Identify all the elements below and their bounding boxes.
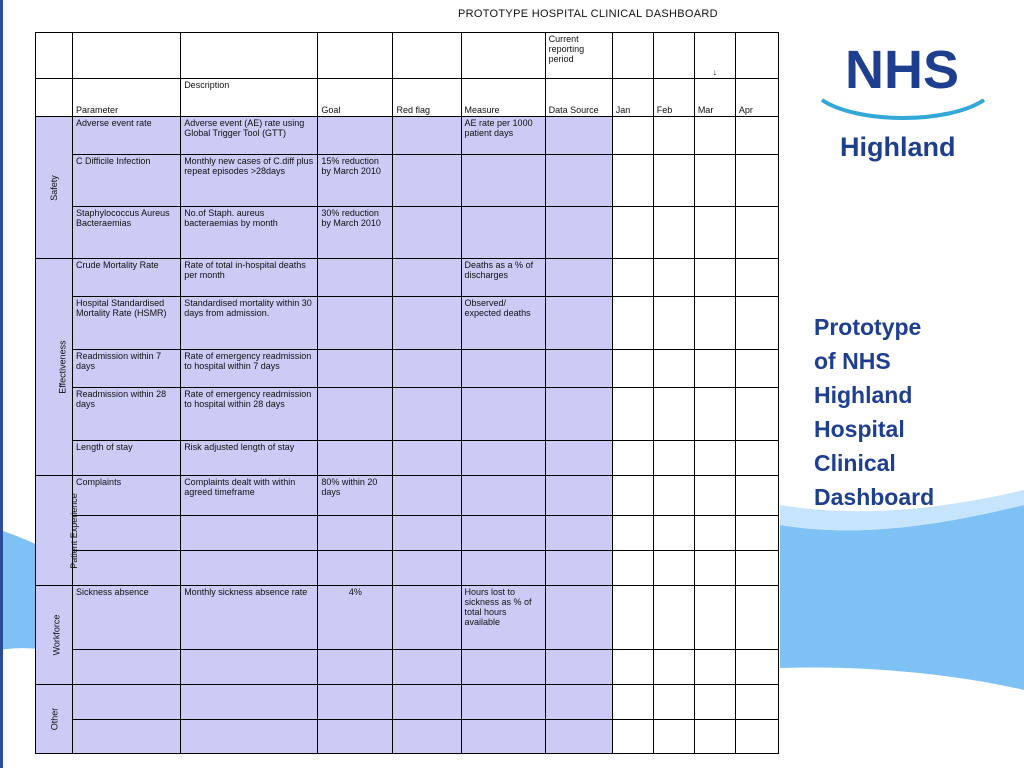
red-flag-cell bbox=[393, 586, 461, 650]
goal-cell: 15% reduction by March 2010 bbox=[318, 155, 393, 207]
description-cell bbox=[181, 650, 318, 685]
description-cell: Monthly sickness absence rate bbox=[181, 586, 318, 650]
month-cell bbox=[735, 155, 778, 207]
red-flag-cell bbox=[393, 388, 461, 441]
month-cell bbox=[735, 650, 778, 685]
goal-cell bbox=[318, 388, 393, 441]
data-source-cell bbox=[545, 650, 612, 685]
data-source-cell bbox=[545, 551, 612, 586]
table-row bbox=[36, 685, 779, 720]
data-source-cell bbox=[545, 720, 612, 754]
data-source-cell bbox=[545, 117, 612, 155]
month-cell bbox=[653, 117, 694, 155]
month-cell bbox=[694, 516, 735, 551]
parameter-cell: Sickness absence bbox=[73, 586, 181, 650]
table-row bbox=[36, 650, 779, 685]
month-cell bbox=[735, 516, 778, 551]
red-flag-header: Red flag bbox=[393, 79, 461, 117]
header-row-2 bbox=[36, 79, 779, 117]
month-header-feb: Feb bbox=[653, 79, 694, 117]
red-flag-cell bbox=[393, 516, 461, 551]
table-row bbox=[36, 259, 779, 297]
goal-cell bbox=[318, 350, 393, 388]
table-row bbox=[36, 207, 779, 259]
month-cell bbox=[735, 586, 778, 650]
description-cell: Rate of total in-hospital deaths per month bbox=[181, 259, 318, 297]
parameter-cell bbox=[73, 685, 181, 720]
data-source-cell bbox=[545, 586, 612, 650]
month-cell bbox=[694, 551, 735, 586]
month-cell bbox=[653, 155, 694, 207]
month-cell bbox=[612, 350, 653, 388]
slide-title-line: Prototype bbox=[814, 314, 922, 340]
category-workforce bbox=[36, 586, 73, 685]
parameter-cell: Readmission within 28 days bbox=[73, 388, 181, 441]
data-source-cell bbox=[545, 155, 612, 207]
measure-cell bbox=[461, 207, 545, 259]
month-cell bbox=[653, 650, 694, 685]
month-header-mar: Mar bbox=[694, 79, 735, 117]
month-cell bbox=[612, 551, 653, 586]
month-cell bbox=[612, 516, 653, 551]
month-cell bbox=[694, 259, 735, 297]
month-cell bbox=[694, 207, 735, 259]
data-source-cell bbox=[545, 207, 612, 259]
slide-title bbox=[814, 310, 1004, 514]
measure-cell bbox=[461, 441, 545, 476]
month-cell bbox=[735, 207, 778, 259]
month-cell bbox=[694, 441, 735, 476]
nhs-logo bbox=[818, 42, 988, 137]
description-cell: No.of Staph. aureus bacteraemias by month bbox=[181, 207, 318, 259]
measure-cell: AE rate per 1000 patient days bbox=[461, 117, 545, 155]
description-header: Description bbox=[181, 79, 318, 117]
table-row bbox=[36, 720, 779, 754]
month-cell bbox=[653, 259, 694, 297]
month-cell bbox=[653, 476, 694, 516]
goal-cell bbox=[318, 259, 393, 297]
nhs-logo-graphic bbox=[818, 42, 988, 132]
slide-title-line: Dashboard bbox=[814, 484, 935, 510]
category-label: Other bbox=[49, 707, 60, 731]
month-cell bbox=[694, 297, 735, 350]
measure-cell: Observed/ expected deaths bbox=[461, 297, 545, 350]
category-patient-experience bbox=[36, 476, 79, 586]
goal-cell bbox=[318, 720, 393, 754]
slide-title-line: Hospital bbox=[814, 416, 905, 442]
month-cell bbox=[694, 685, 735, 720]
month-cell bbox=[612, 297, 653, 350]
month-cell bbox=[694, 350, 735, 388]
table-row bbox=[36, 155, 779, 207]
goal-cell bbox=[318, 117, 393, 155]
month-cell bbox=[612, 441, 653, 476]
month-cell bbox=[735, 685, 778, 720]
measure-cell bbox=[461, 476, 545, 516]
data-source-cell bbox=[545, 350, 612, 388]
goal-cell: 4% bbox=[318, 586, 393, 650]
red-flag-cell bbox=[393, 207, 461, 259]
table-row bbox=[36, 350, 779, 388]
table-row bbox=[36, 388, 779, 441]
red-flag-cell bbox=[393, 259, 461, 297]
goal-cell: 30% reduction by March 2010 bbox=[318, 207, 393, 259]
category-effectiveness bbox=[36, 259, 73, 476]
parameter-cell: Complaints bbox=[73, 476, 181, 516]
parameter-cell: Length of stay bbox=[73, 441, 181, 476]
parameter-header: Parameter bbox=[73, 79, 181, 117]
parameter-cell: Staphylococcus Aureus Bacteraemias bbox=[73, 207, 181, 259]
goal-cell bbox=[318, 650, 393, 685]
month-cell bbox=[612, 476, 653, 516]
month-cell bbox=[694, 586, 735, 650]
description-cell bbox=[181, 685, 318, 720]
month-cell bbox=[653, 207, 694, 259]
month-cell bbox=[653, 388, 694, 441]
category-label: Patient Experience bbox=[68, 492, 79, 569]
month-cell bbox=[653, 720, 694, 754]
nhs-logo-subtitle: Highland bbox=[840, 132, 956, 162]
parameter-cell: Adverse event rate bbox=[73, 117, 181, 155]
header-row-1 bbox=[36, 33, 779, 79]
description-cell bbox=[181, 720, 318, 754]
month-cell bbox=[612, 586, 653, 650]
red-flag-cell bbox=[393, 155, 461, 207]
month-cell bbox=[735, 441, 778, 476]
goal-cell bbox=[318, 551, 393, 586]
month-cell bbox=[612, 117, 653, 155]
category-other bbox=[36, 685, 73, 754]
month-cell bbox=[612, 720, 653, 754]
month-cell bbox=[735, 720, 778, 754]
month-cell bbox=[694, 650, 735, 685]
reporting-arrow: ↓ bbox=[694, 33, 735, 79]
month-cell bbox=[612, 155, 653, 207]
parameter-cell: Crude Mortality Rate bbox=[73, 259, 181, 297]
measure-cell bbox=[461, 650, 545, 685]
table-row bbox=[36, 586, 779, 650]
measure-cell bbox=[461, 388, 545, 441]
description-cell: Rate of emergency readmission to hospital within 7 days bbox=[181, 350, 318, 388]
month-cell bbox=[694, 388, 735, 441]
month-cell bbox=[653, 685, 694, 720]
category-safety bbox=[36, 117, 73, 259]
month-cell bbox=[694, 476, 735, 516]
measure-cell bbox=[461, 350, 545, 388]
dashboard-table bbox=[35, 32, 779, 754]
red-flag-cell bbox=[393, 720, 461, 754]
red-flag-cell bbox=[393, 685, 461, 720]
category-label: Workforce bbox=[51, 614, 62, 656]
month-cell bbox=[735, 297, 778, 350]
red-flag-cell bbox=[393, 350, 461, 388]
parameter-cell bbox=[73, 720, 181, 754]
month-cell bbox=[735, 476, 778, 516]
parameter-cell: Readmission within 7 days bbox=[73, 350, 181, 388]
month-cell bbox=[653, 516, 694, 551]
slide-title-line: Highland bbox=[814, 382, 913, 408]
red-flag-cell bbox=[393, 441, 461, 476]
category-label: Effectiveness bbox=[57, 340, 68, 394]
measure-cell: Deaths as a % of discharges bbox=[461, 259, 545, 297]
left-edge-bar bbox=[0, 0, 3, 768]
data-source-cell bbox=[545, 441, 612, 476]
goal-cell bbox=[318, 685, 393, 720]
category-label: Safety bbox=[49, 174, 60, 201]
parameter-cell: Hospital Standardised Mortality Rate (HSMR) bbox=[73, 297, 181, 350]
month-cell bbox=[653, 586, 694, 650]
goal-cell bbox=[318, 516, 393, 551]
red-flag-cell bbox=[393, 117, 461, 155]
month-cell bbox=[653, 350, 694, 388]
data-source-cell bbox=[545, 685, 612, 720]
parameter-cell bbox=[73, 650, 181, 685]
red-flag-cell bbox=[393, 650, 461, 685]
data-source-cell bbox=[545, 476, 612, 516]
red-flag-cell bbox=[393, 551, 461, 586]
table-row bbox=[36, 476, 779, 516]
description-cell bbox=[181, 516, 318, 551]
measure-cell bbox=[461, 720, 545, 754]
measure-header: Measure bbox=[461, 79, 545, 117]
table-row bbox=[36, 441, 779, 476]
goal-cell: 80% within 20 days bbox=[318, 476, 393, 516]
document-title: PROTOTYPE HOSPITAL CLINICAL DASHBOARD bbox=[458, 8, 718, 20]
month-cell bbox=[612, 259, 653, 297]
month-cell bbox=[653, 297, 694, 350]
description-cell: Adverse event (AE) rate using Global Trigger Tool (GTT) bbox=[181, 117, 318, 155]
goal-cell bbox=[318, 297, 393, 350]
month-cell bbox=[612, 388, 653, 441]
month-cell bbox=[694, 720, 735, 754]
month-cell bbox=[694, 117, 735, 155]
description-cell: Risk adjusted length of stay bbox=[181, 441, 318, 476]
nhs-logo-text: NHS bbox=[844, 40, 960, 100]
measure-cell: Hours lost to sickness as % of total hours available bbox=[461, 586, 545, 650]
red-flag-cell bbox=[393, 476, 461, 516]
table-row bbox=[36, 117, 779, 155]
month-cell bbox=[694, 155, 735, 207]
data-source-header: Data Source bbox=[545, 79, 612, 117]
current-reporting-period-label: Current reporting period bbox=[545, 33, 612, 79]
table-row bbox=[36, 516, 779, 551]
slide-title-line: Clinical bbox=[814, 450, 896, 476]
description-cell: Complaints dealt with within agreed timeframe bbox=[181, 476, 318, 516]
data-source-cell bbox=[545, 388, 612, 441]
data-source-cell bbox=[545, 259, 612, 297]
month-cell bbox=[653, 551, 694, 586]
slide-title-line: of NHS bbox=[814, 348, 891, 374]
parameter-cell: C Difficile Infection bbox=[73, 155, 181, 207]
month-header-apr: Apr bbox=[735, 79, 778, 117]
month-cell bbox=[735, 551, 778, 586]
description-cell: Monthly new cases of C.diff plus repeat episodes >28days bbox=[181, 155, 318, 207]
description-cell: Rate of emergency readmission to hospital within 28 days bbox=[181, 388, 318, 441]
parameter-cell bbox=[73, 551, 181, 586]
parameter-cell bbox=[73, 516, 181, 551]
table-row bbox=[36, 297, 779, 350]
data-source-cell bbox=[545, 516, 612, 551]
measure-cell bbox=[461, 155, 545, 207]
measure-cell bbox=[461, 685, 545, 720]
month-cell bbox=[612, 650, 653, 685]
description-cell bbox=[181, 551, 318, 586]
table-row bbox=[36, 551, 779, 586]
month-cell bbox=[653, 441, 694, 476]
month-cell bbox=[735, 117, 778, 155]
month-cell bbox=[735, 259, 778, 297]
month-cell bbox=[612, 685, 653, 720]
month-header-jan: Jan bbox=[612, 79, 653, 117]
month-cell bbox=[735, 388, 778, 441]
goal-cell bbox=[318, 441, 393, 476]
description-cell: Standardised mortality within 30 days from admission. bbox=[181, 297, 318, 350]
data-source-cell bbox=[545, 297, 612, 350]
red-flag-cell bbox=[393, 297, 461, 350]
measure-cell bbox=[461, 551, 545, 586]
goal-header: Goal bbox=[318, 79, 393, 117]
month-cell bbox=[735, 350, 778, 388]
month-cell bbox=[612, 207, 653, 259]
measure-cell bbox=[461, 516, 545, 551]
